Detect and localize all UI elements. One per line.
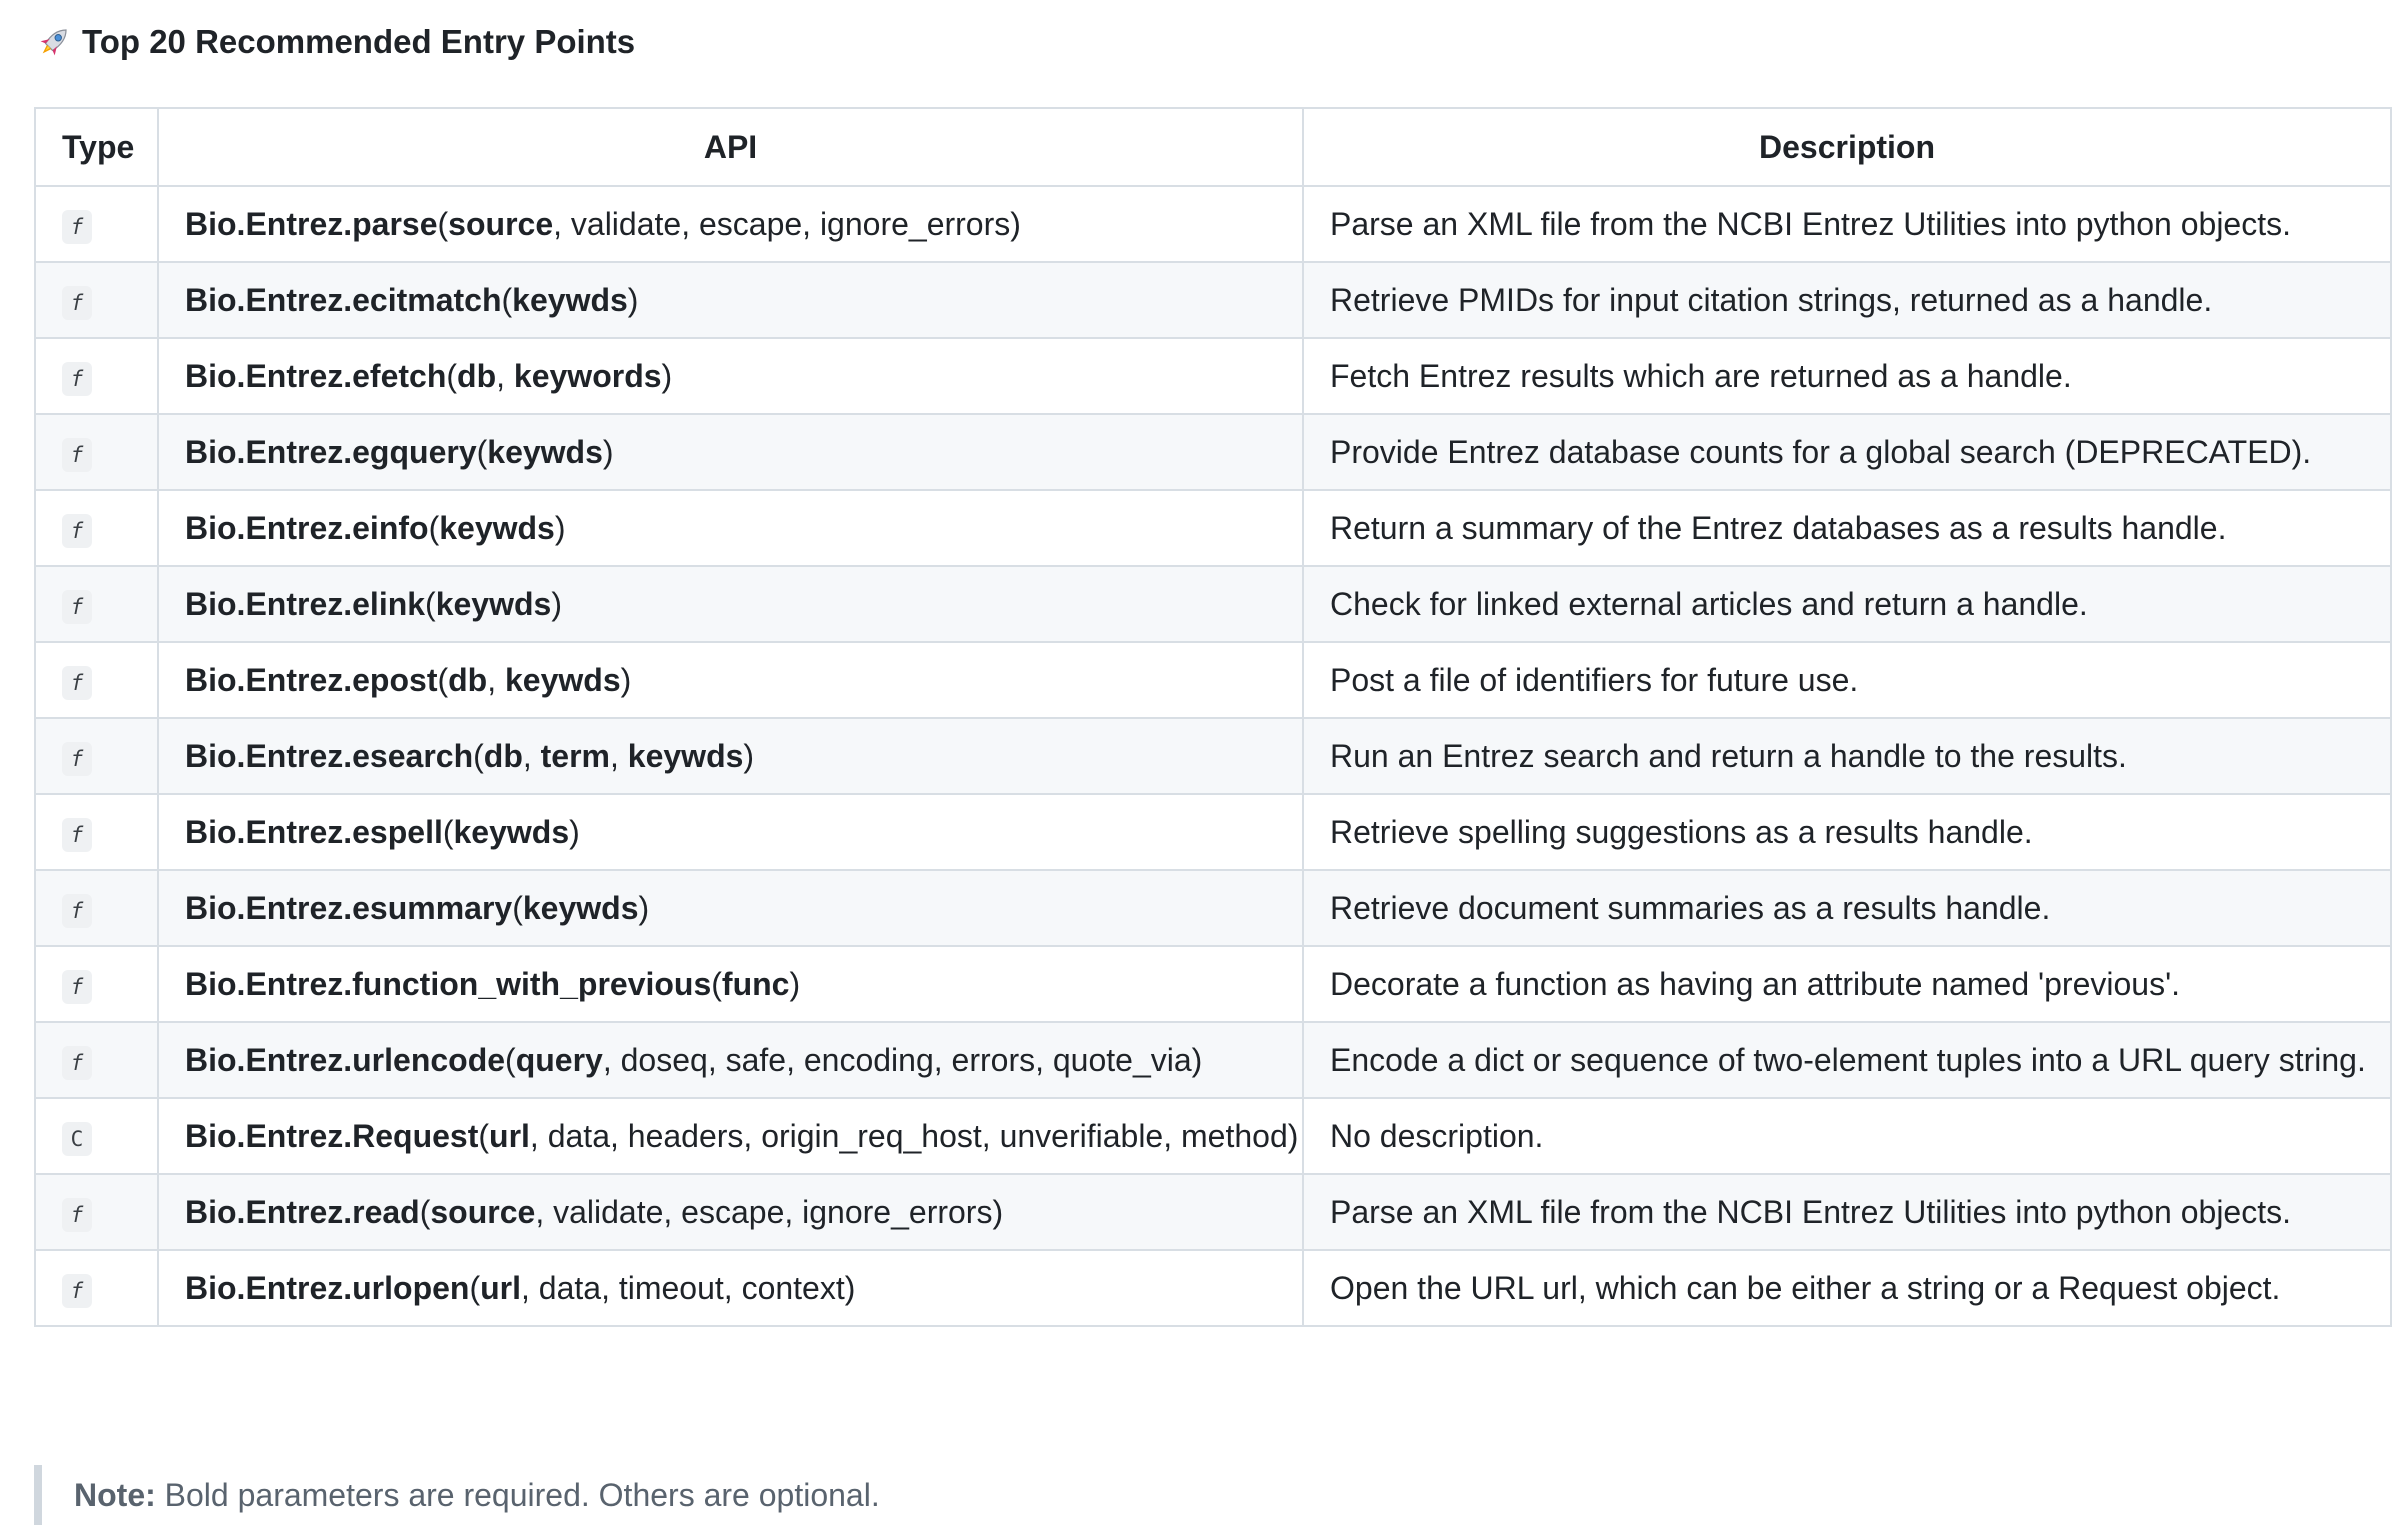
type-cell — [35, 1174, 158, 1250]
api-cell: Bio.Entrez.urlopen(url, data, timeout, context) — [158, 1250, 1303, 1326]
required-param: keywds — [439, 509, 555, 546]
type-cell — [35, 186, 158, 262]
api-cell: Bio.Entrez.urlencode(query, doseq, safe, encoding, errors, quote_via) — [158, 1022, 1303, 1098]
api-cell: Bio.Entrez.Request(url, data, headers, origin_req_host, unverifiable, method) — [158, 1098, 1303, 1174]
table-row — [35, 262, 2391, 338]
type-cell — [35, 870, 158, 946]
optional-param: data — [547, 1117, 610, 1154]
required-param: keywords — [513, 357, 662, 394]
class-type-icon: C — [62, 1122, 92, 1156]
function-type-icon: f — [62, 210, 92, 244]
api-cell: Bio.Entrez.ecitmatch(keywds) — [158, 262, 1303, 338]
optional-param: doseq — [620, 1041, 708, 1078]
function-type-icon: f — [62, 514, 92, 548]
type-cell — [35, 642, 158, 718]
table-row — [35, 1022, 2391, 1098]
column-header-description: Description — [1303, 108, 2391, 186]
description-cell: Encode a dict or sequence of two-element tuples into a URL query string. — [1303, 1022, 2391, 1098]
api-name: Bio.Entrez.efetch — [185, 357, 447, 394]
table-row — [35, 870, 2391, 946]
optional-param: origin_req_host — [761, 1117, 982, 1154]
api-cell: Bio.Entrez.einfo(keywds) — [158, 490, 1303, 566]
function-type-icon: f — [62, 438, 92, 472]
type-cell — [35, 414, 158, 490]
type-cell — [35, 338, 158, 414]
description-cell: Decorate a function as having an attribute named 'previous'. — [1303, 946, 2391, 1022]
table-row — [35, 1250, 2391, 1326]
api-cell: Bio.Entrez.read(source, validate, escape, ignore_errors) — [158, 1174, 1303, 1250]
table-row — [35, 338, 2391, 414]
required-param: func — [721, 965, 790, 1002]
description-cell: Retrieve PMIDs for input citation strings, returned as a handle. — [1303, 262, 2391, 338]
optional-param: headers — [627, 1117, 744, 1154]
type-cell — [35, 1098, 158, 1174]
api-name: Bio.Entrez.urlencode — [185, 1041, 506, 1078]
table-row — [35, 642, 2391, 718]
description-cell: Provide Entrez database counts for a global search (DEPRECATED). — [1303, 414, 2391, 490]
api-cell: Bio.Entrez.efetch(db, keywords) — [158, 338, 1303, 414]
api-table-body — [35, 186, 2391, 1326]
description-cell: Parse an XML file from the NCBI Entrez Utilities into python objects. — [1303, 1174, 2391, 1250]
api-cell: Bio.Entrez.epost(db, keywds) — [158, 642, 1303, 718]
description-cell: Run an Entrez search and return a handle to the results. — [1303, 718, 2391, 794]
required-param: keywds — [453, 813, 570, 850]
optional-param: ignore_errors — [802, 1193, 993, 1230]
api-name: Bio.Entrez.Request — [185, 1117, 479, 1154]
optional-param: safe — [725, 1041, 787, 1078]
optional-param: errors — [951, 1041, 1036, 1078]
section-title: Top 20 Recommended Entry Points — [82, 23, 636, 60]
type-cell — [35, 1022, 158, 1098]
required-param: db — [448, 661, 488, 698]
table-row — [35, 946, 2391, 1022]
optional-param: ignore_errors — [819, 205, 1011, 242]
api-name: Bio.Entrez.espell — [185, 813, 443, 850]
required-param: db — [457, 357, 497, 394]
table-row — [35, 186, 2391, 262]
api-cell: Bio.Entrez.egquery(keywds) — [158, 414, 1303, 490]
table-row — [35, 1174, 2391, 1250]
api-name: Bio.Entrez.epost — [185, 661, 438, 698]
function-type-icon: f — [62, 1046, 92, 1080]
type-cell — [35, 946, 158, 1022]
note-text: Bold parameters are required. Others are optional. — [155, 1476, 880, 1513]
required-param: term — [540, 737, 610, 774]
api-name: Bio.Entrez.ecitmatch — [185, 281, 502, 318]
column-header-type: Type — [35, 108, 158, 186]
function-type-icon: f — [62, 362, 92, 396]
api-table — [34, 107, 2392, 1327]
api-cell: Bio.Entrez.espell(keywds) — [158, 794, 1303, 870]
function-type-icon: f — [62, 1198, 92, 1232]
note-blockquote — [34, 1465, 880, 1525]
optional-param: method — [1181, 1117, 1288, 1154]
table-header-row — [35, 108, 2391, 186]
optional-param: unverifiable — [999, 1117, 1164, 1154]
api-cell: Bio.Entrez.parse(source, validate, escape, ignore_errors) — [158, 186, 1303, 262]
function-type-icon: f — [62, 818, 92, 852]
optional-param: data — [538, 1269, 602, 1306]
api-name: Bio.Entrez.esummary — [185, 889, 513, 926]
description-cell: Parse an XML file from the NCBI Entrez Utilities into python objects. — [1303, 186, 2391, 262]
section-heading — [34, 0, 2390, 84]
function-type-icon: f — [62, 1274, 92, 1308]
optional-param: timeout — [618, 1269, 724, 1306]
required-param: source — [448, 205, 554, 242]
function-type-icon: f — [62, 894, 92, 928]
description-cell: No description. — [1303, 1098, 2391, 1174]
api-name: Bio.Entrez.urlopen — [185, 1269, 470, 1306]
optional-param: quote_via — [1052, 1041, 1192, 1078]
api-cell: Bio.Entrez.esummary(keywds) — [158, 870, 1303, 946]
optional-param: context — [741, 1269, 845, 1306]
type-cell — [35, 718, 158, 794]
table-row — [35, 490, 2391, 566]
table-row — [35, 566, 2391, 642]
api-name: Bio.Entrez.einfo — [185, 509, 429, 546]
description-cell: Return a summary of the Entrez databases as a results handle. — [1303, 490, 2391, 566]
api-name: Bio.Entrez.read — [185, 1193, 420, 1230]
optional-param: escape — [698, 205, 803, 242]
column-header-api: API — [158, 108, 1303, 186]
required-param: db — [483, 737, 523, 774]
note-label: Note: — [74, 1476, 156, 1513]
description-cell: Post a file of identifiers for future use. — [1303, 642, 2391, 718]
required-param: keywds — [522, 889, 639, 926]
required-param: keywds — [627, 737, 744, 774]
table-row — [35, 414, 2391, 490]
type-cell — [35, 490, 158, 566]
function-type-icon: f — [62, 286, 92, 320]
optional-param: validate — [553, 1193, 664, 1230]
required-param: keywds — [435, 585, 552, 622]
function-type-icon: f — [62, 970, 92, 1004]
required-param: keywds — [505, 661, 621, 698]
api-cell: Bio.Entrez.esearch(db, term, keywds) — [158, 718, 1303, 794]
description-cell: Fetch Entrez results which are returned as a handle. — [1303, 338, 2391, 414]
optional-param: validate — [570, 205, 682, 242]
required-param: query — [515, 1041, 603, 1078]
api-name: Bio.Entrez.esearch — [185, 737, 474, 774]
api-name: Bio.Entrez.parse — [185, 205, 438, 242]
table-row — [35, 718, 2391, 794]
api-cell: Bio.Entrez.function_with_previous(func) — [158, 946, 1303, 1022]
type-cell — [35, 1250, 158, 1326]
description-cell: Open the URL url, which can be either a string or a Request object. — [1303, 1250, 2391, 1326]
rocket-icon — [34, 22, 74, 62]
optional-param: escape — [681, 1193, 785, 1230]
table-row — [35, 1098, 2391, 1174]
page — [34, 0, 2390, 1513]
description-cell: Retrieve document summaries as a results handle. — [1303, 870, 2391, 946]
type-cell — [35, 566, 158, 642]
description-cell: Retrieve spelling suggestions as a results handle. — [1303, 794, 2391, 870]
optional-param: encoding — [803, 1041, 934, 1078]
table-row — [35, 794, 2391, 870]
type-cell — [35, 262, 158, 338]
api-cell: Bio.Entrez.elink(keywds) — [158, 566, 1303, 642]
required-param: keywds — [512, 281, 628, 318]
function-type-icon: f — [62, 590, 92, 624]
required-param: url — [489, 1117, 530, 1154]
function-type-icon: f — [62, 742, 92, 776]
api-name: Bio.Entrez.elink — [185, 585, 426, 622]
api-name: Bio.Entrez.egquery — [185, 433, 477, 470]
description-cell: Check for linked external articles and return a handle. — [1303, 566, 2391, 642]
required-param: source — [430, 1193, 536, 1230]
function-type-icon: f — [62, 666, 92, 700]
api-name: Bio.Entrez.function_with_previous — [185, 965, 712, 1002]
required-param: keywds — [487, 433, 603, 470]
type-cell — [35, 794, 158, 870]
required-param: url — [480, 1269, 521, 1306]
